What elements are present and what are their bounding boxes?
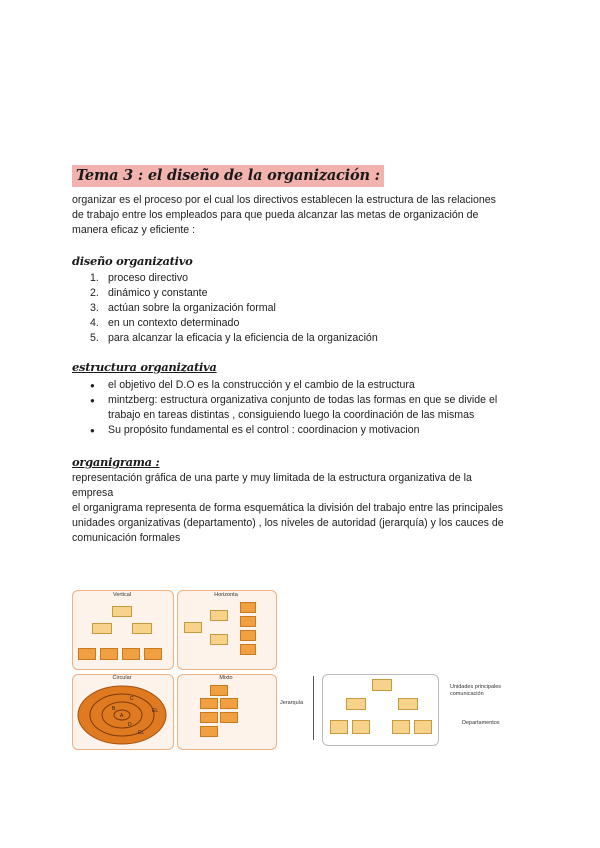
circle-letter: EL: [138, 730, 145, 736]
list-item: ● Su propósito fundamental es el control : coordinacion y motivacion: [90, 423, 530, 438]
list-number: 3.: [90, 302, 99, 314]
circular-label: Circular: [112, 675, 132, 681]
section-heading-diseno: diseño organizativo: [72, 254, 193, 268]
list-item: [90, 301, 378, 316]
org-box: [210, 610, 228, 621]
vertical-label: Vertical: [112, 592, 132, 598]
para-line: unidades organizativas (departamento) , los niveles de autoridad (jerarquía) y los cauces de: [72, 517, 504, 529]
section-heading-estructura: estructura organizativa: [72, 360, 217, 374]
org-box: [330, 720, 348, 734]
list-text: dinámico y constante: [108, 287, 208, 299]
circular-chart: [76, 684, 168, 746]
org-box: [398, 698, 418, 710]
circle-letter: A: [120, 713, 124, 719]
para-line: empresa: [72, 487, 114, 499]
org-box: [240, 630, 256, 641]
org-box: [240, 616, 256, 627]
org-box: [210, 685, 228, 696]
horizontal-label: Horizonta: [214, 592, 238, 598]
org-box: [78, 648, 96, 660]
org-box: [210, 634, 228, 645]
org-box: [122, 648, 140, 660]
page-title: Tema 3 : el diseño de la organización :: [72, 165, 384, 187]
hierarchy-arrow: [313, 676, 314, 740]
hierarchy-note: Unidades principales comunicación: [450, 684, 502, 697]
list-item: [90, 316, 378, 331]
list-text: para alcanzar la eficacia y la eficiencia de la organización: [108, 332, 378, 344]
hierarchy-note: Departamentos: [462, 720, 500, 726]
org-box: [414, 720, 432, 734]
circle-letter: EL: [152, 708, 159, 714]
list-item: [90, 271, 378, 286]
para-line: representación gráfica de una parte y muy limitada de la estructura organizativa de la: [72, 472, 472, 484]
list-item: ● el objetivo del D.O es la construcción y el cambio de la estructura: [90, 378, 530, 393]
org-box: [372, 679, 392, 691]
intro-line: manera eficaz y eficiente :: [72, 224, 196, 236]
org-box: [220, 698, 238, 709]
org-box: [240, 602, 256, 613]
list-item: [90, 286, 378, 301]
organigram-types-figure: [72, 588, 277, 750]
intro-paragraph: [72, 193, 532, 238]
hierarchy-figure: [280, 670, 530, 750]
mixed-label: Mixto: [219, 675, 233, 681]
organigrama-paragraph: [72, 471, 532, 546]
org-box: [200, 698, 218, 709]
intro-line: de trabajo entre los empleados para que pueda alcanzar las metas de organización de: [72, 209, 479, 221]
org-box: [132, 623, 152, 634]
circle-letter: D: [128, 722, 132, 728]
intro-line: organizar es el proceso por el cual los directivos establecen la estructura de las relaciones: [72, 194, 496, 206]
list-text: proceso directivo: [108, 272, 189, 284]
org-box: [92, 623, 112, 634]
circle-letter: C: [130, 696, 134, 702]
org-box: [346, 698, 366, 710]
para-line: el organigrama representa de forma esquemática la división del trabajo entre las principales: [72, 502, 504, 514]
hierarchy-axis-label: Jerarquía: [280, 700, 304, 706]
para-line: comunicación formales: [72, 532, 181, 544]
list-text: en un contexto determinado: [108, 317, 240, 329]
org-box: [112, 606, 132, 617]
list-number: 2.: [90, 287, 99, 299]
org-box: [184, 622, 202, 633]
org-box: [220, 712, 238, 723]
numbered-list: [90, 271, 378, 346]
list-item: ● mintzberg: estructura organizativa conjunto de todas las formas en que se divide el trabajo en tareas distintas , consiguiendo luego la coordinación de las mismas: [90, 393, 530, 423]
org-box: [144, 648, 162, 660]
bullet-list: [90, 378, 530, 438]
org-box: [200, 712, 218, 723]
org-box: [392, 720, 410, 734]
list-text: actúan sobre la organización formal: [108, 302, 276, 314]
list-number: 4.: [90, 317, 99, 329]
section-heading-organigrama: organigrama :: [72, 455, 160, 469]
list-number: 1.: [90, 272, 99, 284]
org-box: [200, 726, 218, 737]
circle-letter: B: [112, 706, 116, 712]
list-number: 5.: [90, 332, 99, 344]
list-item: [90, 331, 378, 346]
org-box: [240, 644, 256, 655]
org-box: [100, 648, 118, 660]
org-box: [352, 720, 370, 734]
